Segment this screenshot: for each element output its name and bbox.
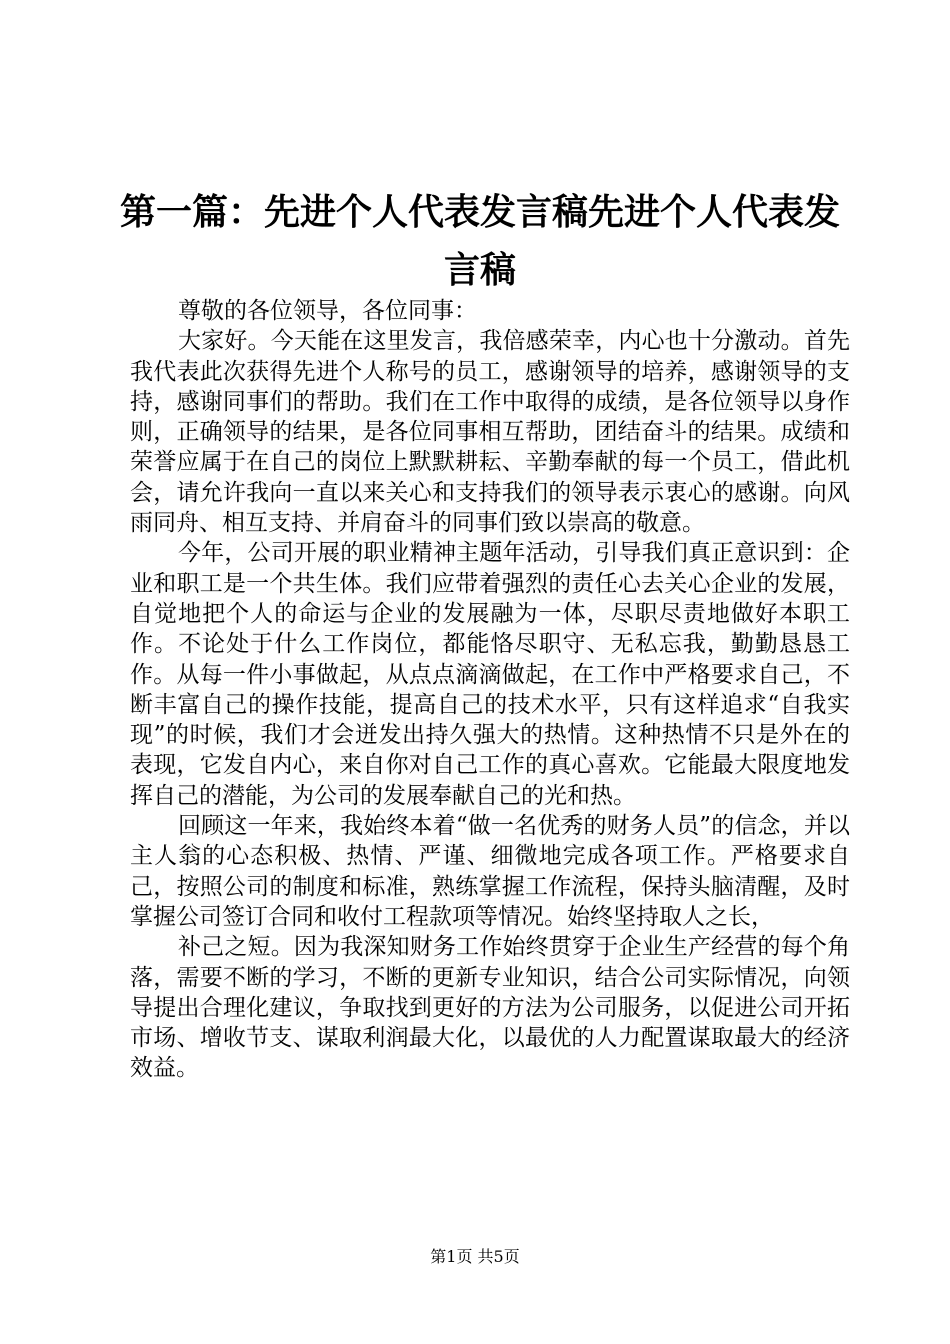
paragraph: 今年，公司开展的职业精神主题年活动，引导我们真正意识到：企业和职工是一个共生体。我们应带着强烈的责任心去关心企业的发展，自觉地把个人的命运与企业的发展融为一体，尽职尽责地做好本职工作。不论处于什么工作岗位，都能恪尽职守、无私忘我，勤勤恳恳工作。从每一件小事做起，从点点滴滴做起，在工作中严格要求自己，不断丰富自己的操作技能，提高自己的技术水平，只有这样追求“自我实现”的时候，我们才会迸发出持久强大的热情。这种热情不只是外在的表现，它发自内心，来自你对自己工作的真心喜欢。它能最大限度地发挥自己的潜能，为公司的发展奉献自己的光和热。 <box>130 540 850 809</box>
document-title: 第一篇：先进个人代表发言稿先进个人代表发言稿 <box>119 191 840 291</box>
page-footer: 第1页 共5页 <box>430 1247 520 1266</box>
paragraph: 回顾这一年来，我始终本着“做一名优秀的财务人员”的信念，并以主人翁的心态积极、热情、严谨、细微地完成各项工作。严格要求自己，按照公司的制度和标准，熟练掌握工作流程，保持头脑清醒，及时掌握公司签订合同和收付工程款项等情况。始终坚持取人之长， <box>130 813 850 930</box>
salutation: 尊敬的各位领导，各位同事： <box>178 298 477 324</box>
document-body <box>130 296 850 1084</box>
paragraph: 大家好。今天能在这里发言，我倍感荣幸，内心也十分激动。首先我代表此次获得先进个人称号的员工，感谢领导的培养，感谢领导的支持，感谢同事们的帮助。我们在工作中取得的成绩，是各位领导以身作则，正确领导的结果，是各位同事相互帮助，团结奋斗的结果。成绩和荣誉应属于在自己的岗位上默默耕耘、辛勤奉献的每一个员工，借此机会，请允许我向一直以来关心和支持我们的领导表示衷心的感谢。向风雨同舟、相互支持、并肩奋斗的同事们致以崇高的敬意。 <box>130 328 850 537</box>
paragraph: 补己之短。因为我深知财务工作始终贯穿于企业生产经营的每个角落，需要不断的学习，不断的更新专业知识，结合公司实际情况，向领导提出合理化建议，争取找到更好的方法为公司服务，以促进公司开拓市场、增收节支、谋取利润最大化，以最优的人力配置谋取最大的经济效益。 <box>130 934 850 1082</box>
